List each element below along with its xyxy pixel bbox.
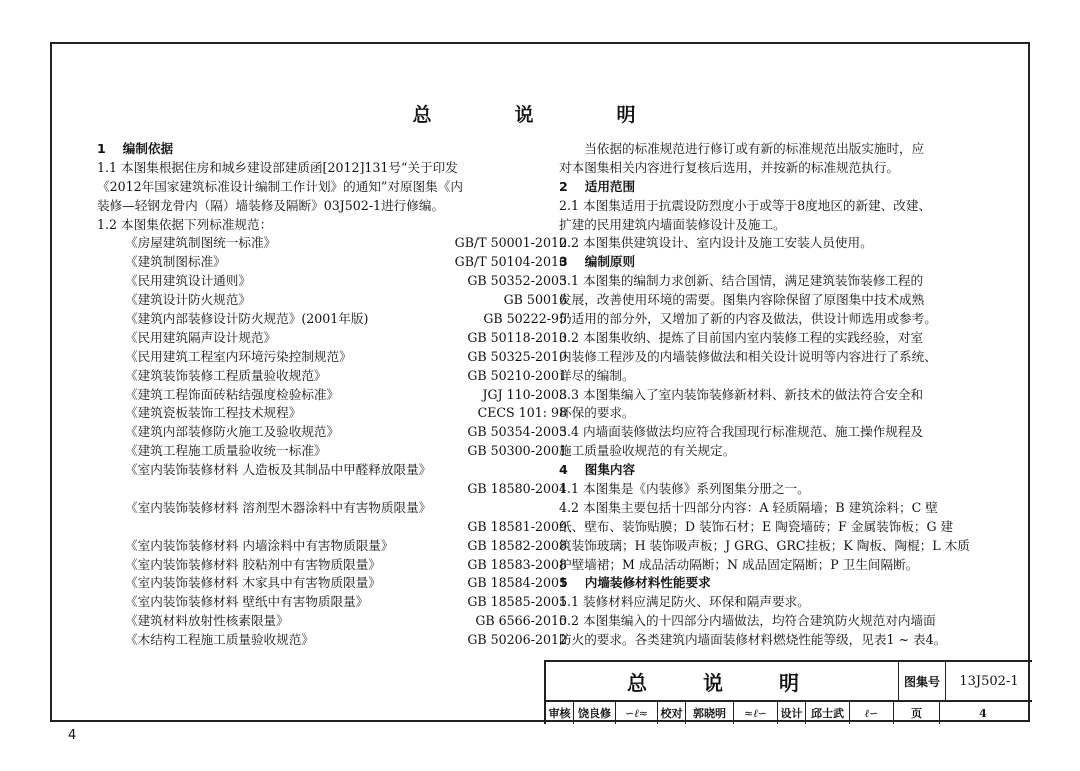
reviewer-signature: ∽ℓ≈ [616, 702, 658, 724]
left-column [97, 140, 567, 650]
standard-row [97, 442, 567, 461]
paragraph-line: 5.1 装修材料应满足防火、环保和隔声要求。 [559, 594, 810, 610]
standard-row [97, 423, 567, 442]
standard-name: 《建筑设计防火规范》 [125, 292, 251, 308]
paragraph-line: 1.1 本图集根据住房和城乡建设部建质函[2012]131号“关于印发 [97, 159, 458, 175]
standard-name: 《室内装饰装修材料 胶粘剂中有害物质限量》 [125, 556, 381, 572]
standard-row [97, 272, 567, 291]
standard-name: 《室内装饰装修材料 壁纸中有害物质限量》 [125, 594, 369, 610]
standards-list [97, 537, 567, 650]
title-block-title: 总 说 明 [546, 662, 899, 700]
standard-name: 《建筑装饰装修工程质量验收规范》 [125, 367, 327, 383]
standard-row [97, 367, 567, 386]
paragraph-line: 对本图集相关内容进行复核后选用，并按新的标准规范执行。 [559, 159, 900, 175]
page-number: 4 [68, 728, 77, 743]
check-label: 校对 [658, 702, 686, 724]
standard-row [97, 253, 567, 272]
standard-code: GB 18582-2008 [467, 537, 567, 553]
review-label: 审核 [546, 702, 574, 724]
standard-name: 《建筑内部装修防火施工及验收规范》 [125, 424, 340, 440]
standard-code: GB 50300-2001 [467, 443, 567, 459]
standard-row [97, 556, 567, 575]
section-heading: 1 编制依据 [97, 141, 174, 156]
standard-code: GB 50352-2005 [467, 273, 567, 289]
standard-code: GB 18584-2001 [467, 575, 567, 591]
right-column [559, 140, 984, 650]
paragraph-line: 纸、壁布、装饰贴膜；D 装饰石材；E 陶瓷墙砖；F 金属装饰板；G 建 [559, 518, 954, 534]
title-block [544, 660, 1032, 724]
paragraph-line: 3.2 本图集收纳、提炼了目前国内室内装修工程的实践经验，对室 [559, 329, 924, 345]
section-heading: 3 编制原则 [559, 254, 636, 270]
standard-code: GB/T 50001-2010 [454, 235, 567, 251]
standard-row [97, 291, 567, 310]
drawing-frame [50, 42, 1030, 722]
atlas-number-label: 图集号 [899, 662, 946, 700]
paragraph-line: 1.2 本图集依据下列标准规范： [97, 216, 273, 232]
reviewer-name: 饶良修 [574, 702, 616, 724]
paragraph-line: 2.1 本图集适用于抗震设防烈度小于或等于8度地区的新建、改建、 [559, 197, 932, 213]
standard-code: JGJ 110-2008 [482, 386, 567, 402]
standard-code: GB 18581-2009 [467, 518, 567, 534]
standard-row [97, 404, 567, 423]
paragraph-line: 仍适用的部分外，又增加了新的内容及做法，供设计师选用或参考。 [559, 311, 937, 327]
standard-name: 《建筑工程饰面砖粘结强度检验标准》 [125, 386, 340, 402]
paragraph-line: 《2012年国家建筑标准设计编制工作计划》的通知”对原图集《内 [97, 178, 463, 194]
standard-name: 《建筑材料放射性核素限量》 [125, 613, 289, 629]
standard-name: 《建筑制图标准》 [125, 254, 226, 270]
standard-code: GB 18583-2008 [467, 556, 567, 572]
paragraph-line: 扩建的民用建筑内墙面装修设计及施工。 [559, 216, 786, 232]
standard-name: 《民用建筑隔声设计规范》 [125, 329, 277, 345]
paragraph-line: 3.4 内墙面装修做法均应符合我国现行标准规范、施工操作规程及 [559, 424, 924, 440]
paragraph-line: 施工质量验收规范的有关规定。 [559, 443, 736, 459]
standard-code: GB 50222-95 [483, 311, 567, 327]
designer-signature: ℓ∽ [850, 702, 894, 724]
paragraph-line: 发展，改善使用环境的需要。图集内容除保留了原图集中技术成熟 [559, 292, 925, 308]
standard-code: GB 18585-2001 [467, 594, 567, 610]
paragraph-line: 5.2 本图集编入的十四部分内墙做法，均符合建筑防火规范对内墙面 [559, 613, 936, 629]
standard-name: 《木结构工程施工质量验收规范》 [125, 632, 314, 648]
standard-name: 《房屋建筑制图统一标准》 [125, 235, 277, 251]
standard-row [97, 386, 567, 405]
page-label: 页 [894, 702, 940, 724]
standard-row [97, 537, 567, 556]
section-heading: 2 适用范围 [559, 178, 636, 194]
standard-name: 《民用建筑工程室内环境污染控制规范》 [125, 348, 352, 364]
standard-row [97, 329, 567, 348]
page-title: 总 说 明 [412, 104, 668, 126]
standard-name: 《民用建筑设计通则》 [125, 273, 251, 289]
standard-row [97, 234, 567, 253]
paragraph-line: 装修—轻钢龙骨内（隔）墙装修及隔断》03J502-1进行修编。 [97, 197, 445, 213]
standard-code: GB 18580-2001 [467, 481, 567, 497]
standard-name: 《室内装饰装修材料 木家具中有害物质限量》 [125, 575, 381, 591]
standard-row [97, 612, 567, 631]
standard-name: 《室内装饰装修材料 人造板及其制品中甲醛释放限量》 [125, 462, 432, 478]
page-number-cell: 4 [979, 706, 987, 720]
paragraph-line: 详尽的编制。 [559, 367, 635, 383]
standard-code: GB 50325-2010 [467, 348, 567, 364]
standard-code: GB 6566-2010 [475, 613, 567, 629]
design-label: 设计 [778, 702, 806, 724]
section-heading: 4 图集内容 [559, 462, 636, 478]
standard-code: GB 50354-2005 [467, 424, 567, 440]
checker-signature: ≈ℓ∽ [734, 702, 778, 724]
standard-row [97, 574, 567, 593]
section-heading: 5 内墙装修材料性能要求 [559, 575, 711, 591]
standard-row [97, 348, 567, 367]
standard-row [97, 310, 567, 329]
standard-code: GB 50118-2010 [467, 329, 567, 345]
standard-row [97, 631, 567, 650]
standard-name: 《室内装饰装修材料 溶剂型木器涂料中有害物质限量》 [125, 499, 432, 515]
standard-code: GB 50016 [503, 292, 567, 308]
standard-row [97, 593, 567, 612]
paragraph-line: 护壁墙裙；M 成品活动隔断；N 成品固定隔断；P 卫生间隔断。 [559, 556, 919, 572]
paragraph-line: 筑装饰玻璃；H 装饰吸声板；J GRG、GRC挂板；K 陶板、陶棍；L 木质 [559, 537, 970, 553]
designer-name: 邱士武 [806, 702, 850, 724]
standard-name: 《室内装饰装修材料 内墙涂料中有害物质限量》 [125, 537, 394, 553]
paragraph-line: 4.1 本图集是《内装修》系列图集分册之一。 [559, 481, 810, 497]
standard-code: GB 50210-2001 [467, 367, 567, 383]
checker-name: 郭晓明 [686, 702, 734, 724]
paragraph-line: 2.2 本图集供建筑设计、室内设计及施工安装人员使用。 [559, 235, 873, 251]
standards-list [97, 234, 567, 461]
standard-code: GB 50206-2012 [467, 632, 567, 648]
paragraph-line: 内装修工程涉及的内墙装修做法和相关设计说明等内容进行了系统、 [559, 348, 937, 364]
paragraph-line: 3.3 本图集编入了室内装饰装修新材料、新技术的做法符合安全和 [559, 386, 924, 402]
standard-name: 《建筑瓷板装饰工程技术规程》 [125, 405, 302, 421]
paragraph-line: 环保的要求。 [559, 405, 635, 421]
standard-code: GB/T 50104-2010 [454, 254, 567, 270]
standard-name: 《建筑工程施工质量验收统一标准》 [125, 443, 327, 459]
paragraph-line: 防火的要求。各类建筑内墙面装修材料燃烧性能等级，见表1 ~ 表4。 [559, 632, 947, 648]
standard-name: 《建筑内部装修设计防火规范》(2001年版) [125, 311, 369, 327]
standard-code: CECS 101: 98 [477, 405, 567, 421]
paragraph-line: 3.1 本图集的编制力求创新、结合国情，满足建筑装饰装修工程的 [559, 273, 924, 289]
paragraph-line: 当依据的标准规范进行修订或有新的标准规范出版实施时，应 [559, 141, 925, 156]
paragraph-line: 4.2 本图集主要包括十四部分内容：A 轻质隔墙；B 建筑涂料；C 壁 [559, 499, 938, 515]
atlas-number: 13J502-1 [959, 673, 1019, 689]
